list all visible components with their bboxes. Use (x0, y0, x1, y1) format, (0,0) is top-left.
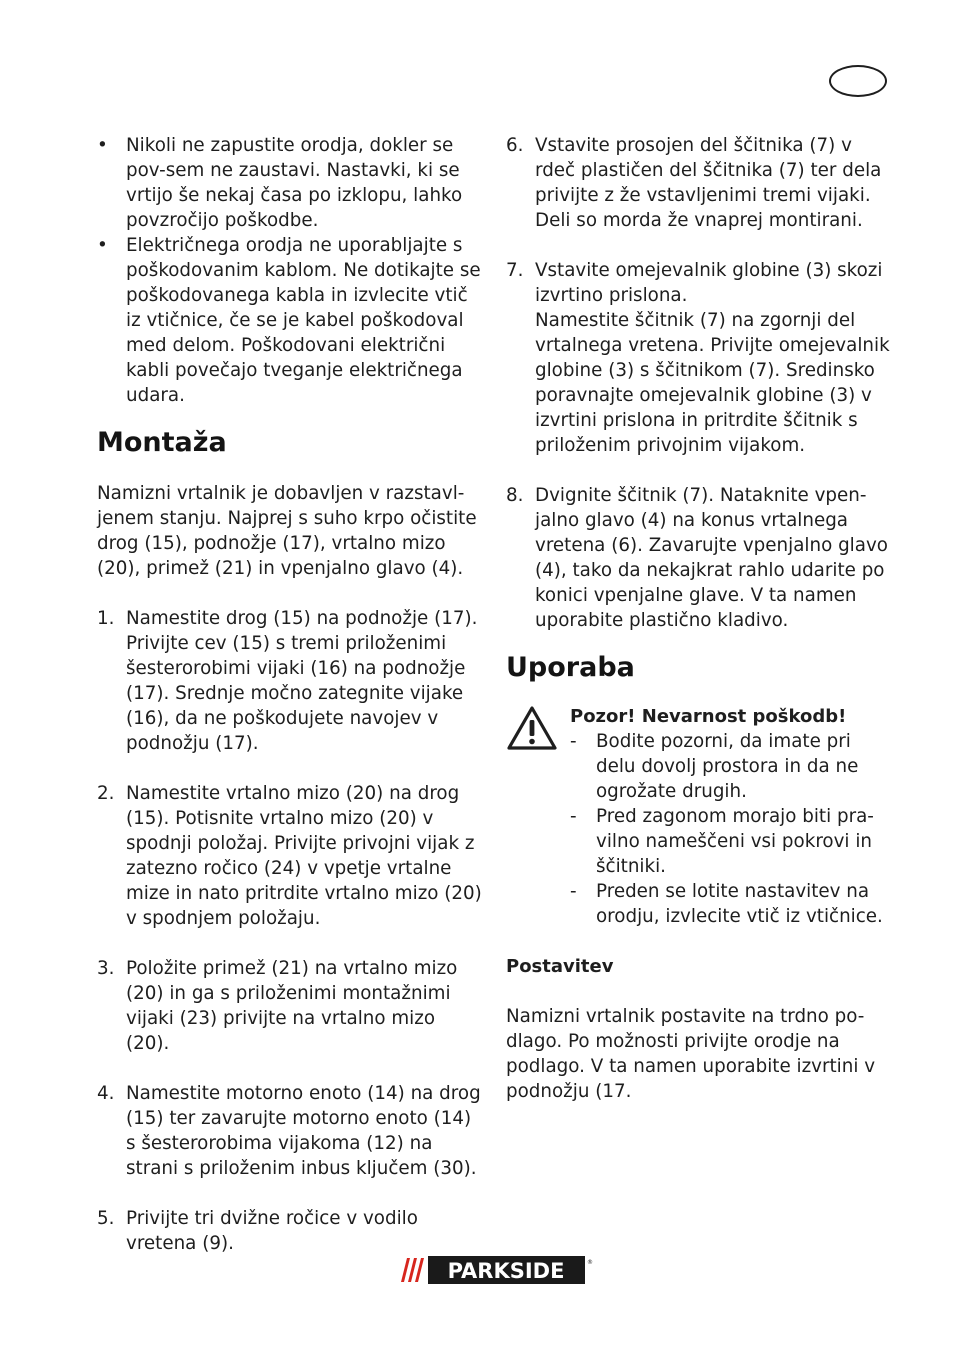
dash-marker: - (570, 806, 577, 827)
warning-item (570, 729, 896, 804)
warning-item-text: Preden se lotite nastavitev na orodju, izvlecite vtič iz vtičnice. (596, 881, 883, 927)
step-text: Namestite vrtalno mizo (20) na drog (15). Potisnite vrtalno mizo (20) v spodnji položaj. Privijte privojni vijak z zatezno ročico (24) v vpetje vrtalne mize in nato pritrdite vrtalno mizo (20) v spodnjem položaju. (126, 783, 482, 929)
assembly-step (97, 956, 482, 1056)
logo-registered-mark: ® (587, 1259, 593, 1266)
assembly-step (506, 133, 896, 233)
step-text: Dvignite ščitnik (7). Nataknite vpen-jalno glavo (4) na konus vrtalnega vretena (6). Zavarujte vpenjalno glavo (4), tako da nekajkrat rahlo udarite po konici vpenjalne glave. V ta namen uporabite plastično kladivo. (535, 485, 888, 631)
step-text: Vstavite prosojen del ščitnika (7) v rdeč plastičen del ščitnika (7) ter dela privijte z že vstavljenimi tremi vijaki. Deli so morda že vnaprej montirani. (535, 135, 882, 231)
setup-text: Namizni vrtalnik postavite na trdno po-dlago. Po možnosti privijte orodje na podlago. V ta namen uporabite izvrtini v podnožju (17. (506, 1006, 876, 1102)
step-text: Vstavite omejevalnik globine (3) skozi izvrtino prislona. (535, 260, 883, 306)
warning-item-text: Bodite pozorni, da imate pri delu dovolj prostora in da ne ogrožate drugih. (596, 731, 859, 802)
assembly-step (97, 1206, 482, 1256)
step-number: 6. (506, 135, 524, 156)
step-number: 5. (97, 1208, 115, 1229)
step-number: 4. (97, 1083, 115, 1104)
warning-item-text: Pred zagonom morajo biti pra-vilno nameščeni vsi pokrovi in ščitniki. (596, 806, 874, 877)
left-column (97, 133, 482, 1256)
step-text: Namestite motorno enoto (14) na drog (15) ter zavarujte motorno enoto (14) s šesterorobima vijakoma (12) na strani s priloženim inbus ključem (30). (126, 1083, 481, 1179)
assembly-step (506, 483, 896, 633)
section-heading-montaza: Montaža (97, 427, 227, 458)
step-number: 3. (97, 958, 115, 979)
step-number: 8. (506, 485, 524, 506)
step-number: 2. (97, 783, 115, 804)
safety-bullet (97, 133, 482, 233)
warning-title: Pozor! Nevarnost poškodb! (570, 706, 847, 727)
warning-block (506, 704, 896, 929)
bullet-text: Nikoli ne zapustite orodja, dokler se pov-sem ne zaustavi. Nastavki, ki se vrtijo še nekaj časa po izklopu, lahko povzročijo poškodbe. (126, 135, 463, 231)
safety-bullet (97, 233, 482, 408)
montaza-intro: Namizni vrtalnik je dobavljen v razstavl-jenem stanju. Najprej s suho krpo očistite drog (15), podnožje (17), vrtalno mizo (20), primež (21) in vpenjalno glavo (4). (97, 483, 477, 579)
dash-marker: - (570, 731, 577, 752)
warning-item (570, 804, 896, 879)
logo-wordmark: PARKSIDE (447, 1259, 565, 1283)
dash-marker: - (570, 881, 577, 902)
bullet-dot: • (97, 135, 108, 156)
subheading-postavitev: Postavitev (506, 956, 614, 977)
assembly-step (97, 781, 482, 931)
parkside-logo (398, 1255, 591, 1285)
assembly-step (97, 606, 482, 756)
assembly-step (97, 1081, 482, 1181)
section-heading-uporaba: Uporaba (506, 652, 635, 683)
step-text: Privijte tri dvižne ročice v vodilo vretena (9). (126, 1208, 418, 1254)
step-number: 7. (506, 260, 524, 281)
step-text: Namestite drog (15) na podnožje (17). Privijte cev (15) s tremi priloženimi šesterorobimi vijaki (16) na podnožje (17). Srednje močno zategnite vijake (16), da ne poškodujete navojev v podnožju (17). (126, 608, 478, 754)
language-badge (829, 65, 887, 97)
bullet-text: Električnega orodja ne uporabljajte s poškodovanim kablom. Ne dotikajte se poškodovanega kabla in izvlecite vtič iz vtičnice, če se je kabel poškodoval med delom. Poškodovani električni kabli povečajo tveganje električnega udara. (126, 235, 481, 406)
step-number: 1. (97, 608, 115, 629)
step-text: Položite primež (21) na vrtalno mizo (20) in ga s priloženimi montažnimi vijaki (23) privijte na vrtalno mizo (20). (126, 958, 458, 1054)
assembly-step (506, 258, 896, 458)
bullet-dot: • (97, 235, 108, 256)
right-column (506, 133, 896, 1104)
step-text-continued: Namestite ščitnik (7) na zgornji del vrtalnega vretena. Privijte omejevalnik globine (3) s ščitnikom (7). Sredinsko poravnajte omejevalnik globine (3) v izvrtini prislona in pritrdite ščitnik s priloženim privojnim vijakom. (535, 310, 890, 456)
warning-triangle-icon (506, 704, 558, 752)
warning-item (570, 879, 896, 929)
